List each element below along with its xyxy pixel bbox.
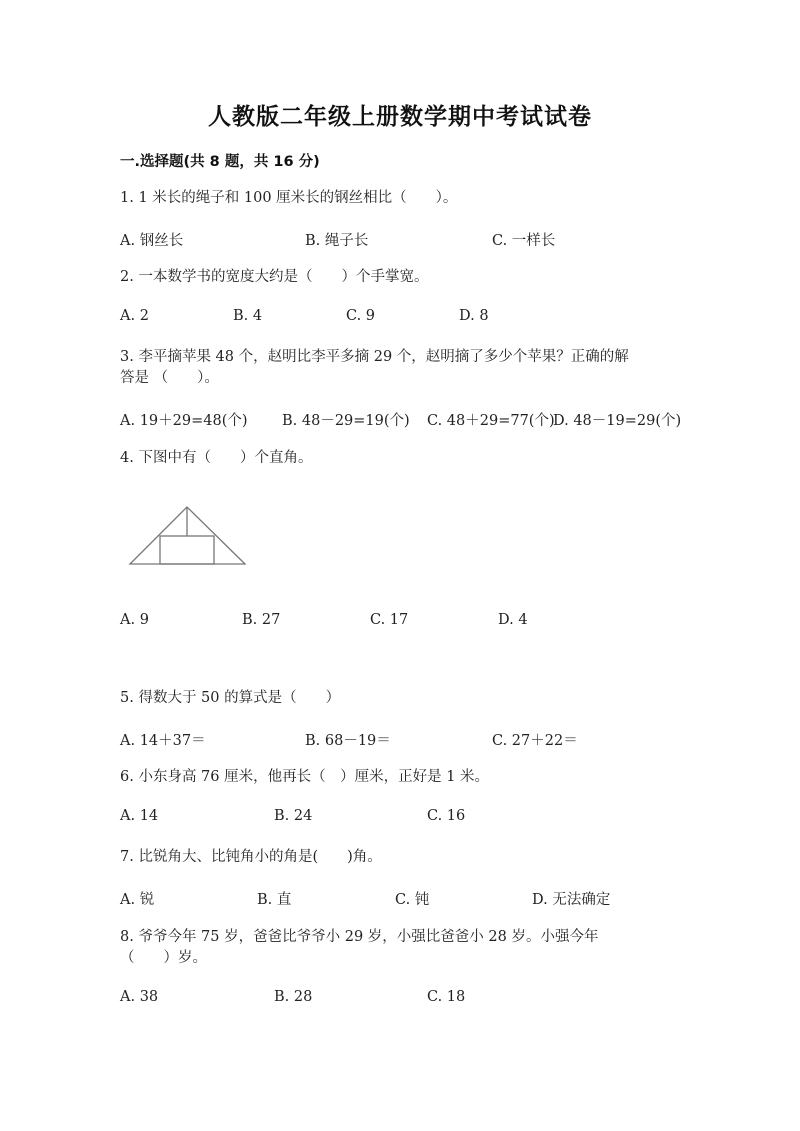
q2-option-b: B. 4 <box>233 308 263 324</box>
q2-option-a: A. 2 <box>120 308 149 324</box>
question-8: 8. 爷爷今年 75 岁，爸爸比爷爷小 29 岁，小强比爸爸小 28 岁。小强今年 <box>120 929 599 945</box>
section-heading: 一.选择题(共 8 题，共 16 分) <box>120 154 320 170</box>
q6-option-b: B. 24 <box>274 808 313 824</box>
q2-option-c: C. 9 <box>346 308 376 324</box>
question-8-cont: （ ）岁。 <box>120 950 207 966</box>
q7-option-d: D. 无法确定 <box>532 892 611 908</box>
q8-option-c: C. 18 <box>427 989 466 1005</box>
question-6: 6. 小东身高 76 厘米，他再长（ ）厘米，正好是 1 米。 <box>120 769 490 785</box>
q3-option-b: B. 48－29=19(个) <box>282 413 410 429</box>
q5-option-a: A. 14＋37＝ <box>120 733 206 749</box>
q3-option-c: C. 48＋29=77(个) <box>427 413 555 429</box>
triangle-figure <box>128 502 250 572</box>
question-3: 3. 李平摘苹果 48 个，赵明比李平多摘 29 个，赵明摘了多少个苹果？正确的解 <box>120 349 629 365</box>
question-1: 1. 1 米长的绳子和 100 厘米长的钢丝相比（ ）。 <box>120 190 458 206</box>
q3-option-d: D. 48－19=29(个) <box>553 413 682 429</box>
question-2: 2. 一本数学书的宽度大约是（ ）个手掌宽。 <box>120 269 429 285</box>
q1-option-b: B. 绳子长 <box>305 233 369 249</box>
inner-rectangle <box>160 536 214 564</box>
q8-option-a: A. 38 <box>120 989 159 1005</box>
q2-option-d: D. 8 <box>459 308 489 324</box>
q1-option-c: C. 一样长 <box>492 233 556 249</box>
q6-option-a: A. 14 <box>120 808 159 824</box>
q3-option-a: A. 19＋29=48(个) <box>120 413 248 429</box>
question-3-cont: 答是 （ ）。 <box>120 370 219 386</box>
q8-option-b: B. 28 <box>274 989 313 1005</box>
q7-option-c: C. 钝 <box>395 892 430 908</box>
q5-option-c: C. 27＋22＝ <box>492 733 578 749</box>
question-7: 7. 比锐角大、比钝角小的角是( )角。 <box>120 849 382 865</box>
q4-option-a: A. 9 <box>120 612 149 628</box>
q6-option-c: C. 16 <box>427 808 466 824</box>
q7-option-b: B. 直 <box>257 892 292 908</box>
question-5: 5. 得数大于 50 的算式是（ ） <box>120 690 341 706</box>
question-4: 4. 下图中有（ ）个直角。 <box>120 450 313 466</box>
q4-option-d: D. 4 <box>498 612 528 628</box>
q7-option-a: A. 锐 <box>120 892 155 908</box>
q5-option-b: B. 68－19＝ <box>305 733 391 749</box>
page-title: 人教版二年级上册数学期中考试试卷 <box>208 104 592 130</box>
q4-option-c: C. 17 <box>370 612 409 628</box>
q1-option-a: A. 钢丝长 <box>120 233 184 249</box>
q4-option-b: B. 27 <box>242 612 281 628</box>
